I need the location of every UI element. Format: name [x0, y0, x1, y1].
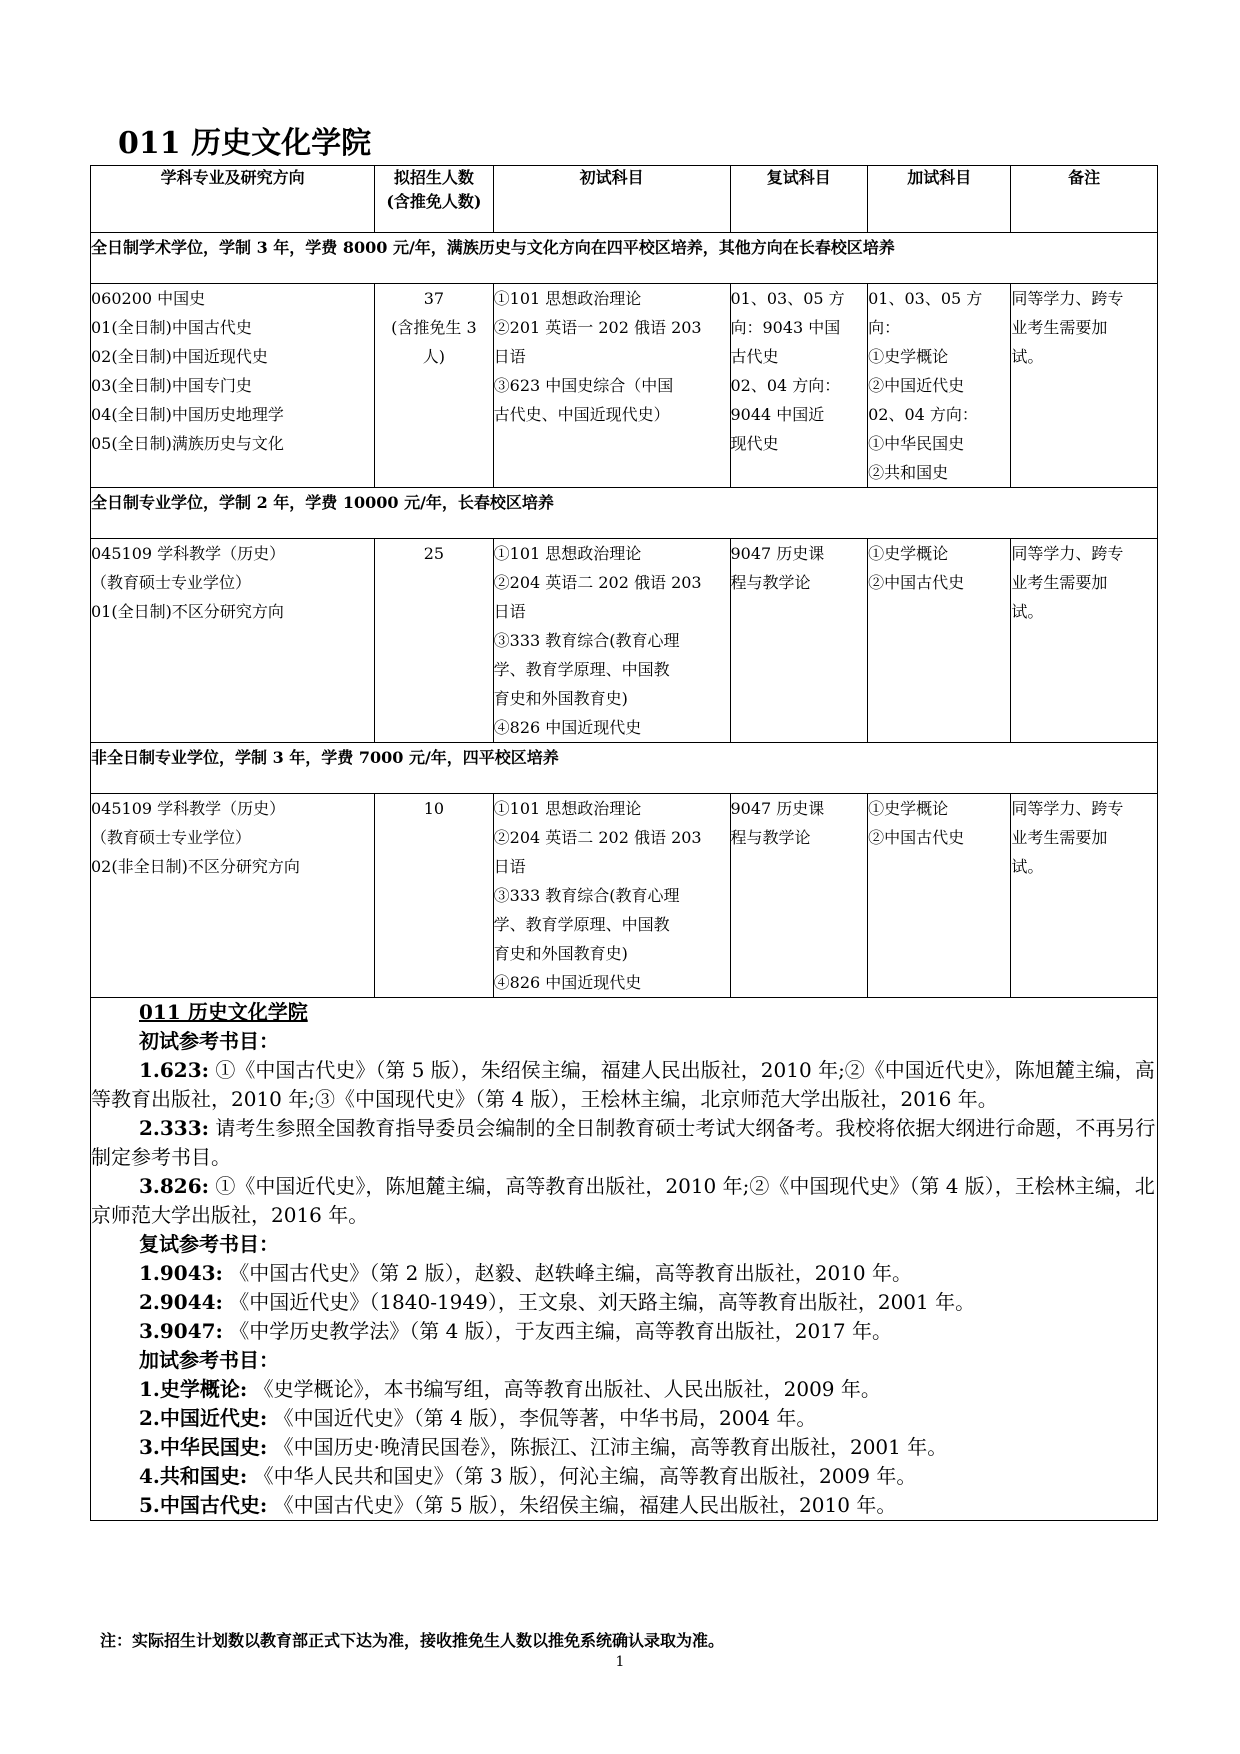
- col-header-extra: 加试科目: [868, 166, 1011, 233]
- major-cell-line: 03(全日制)中国专门史: [91, 376, 252, 395]
- reference-text: 《中国近代史》（第 4 版），李侃等著，中华书局，2004 年。: [267, 1406, 817, 1430]
- col-header-retest: 复试科目: [730, 166, 868, 233]
- major-cell-line: 02(全日制)中国近现代史: [91, 347, 268, 366]
- count-cell-line: 37: [423, 289, 445, 308]
- retest-cell: [730, 794, 868, 998]
- major-cell-line: 045109 学科教学（历史）: [91, 544, 286, 563]
- major-cell-line: 05(全日制)满族历史与文化: [91, 434, 284, 453]
- references-row: [91, 998, 1158, 1521]
- major-cell-line: 01(全日制)中国古代史: [91, 318, 252, 337]
- refs-initial-list: [91, 1056, 1157, 1230]
- reference-label: 5.中国古代史:: [139, 1493, 268, 1517]
- col-header-count: [375, 166, 493, 233]
- program-row: [91, 284, 1158, 488]
- exam-cell-line: ②204 英语二 202 俄语 203: [493, 573, 702, 592]
- major-cell-line: （教育硕士专业学位）: [91, 573, 252, 592]
- reference-label: 2.中国近代史:: [139, 1406, 268, 1430]
- reference-text: 《中国近代史》（1840-1949），王文泉、刘天路主编，高等教育出版社，2001 年。: [222, 1290, 976, 1314]
- refs-retest-list: [91, 1259, 1157, 1346]
- remark-cell-line: 同等学力、跨专: [1011, 289, 1124, 308]
- refs-title: 011 历史文化学院: [139, 1000, 308, 1024]
- refs-extra-heading: 加试参考书目：: [139, 1348, 279, 1372]
- remark-cell-line: 业考生需要加: [1011, 573, 1108, 592]
- exam-cell-line: ④826 中国近现代史: [493, 718, 642, 737]
- reference-text: ①《中国近代史》，陈旭麓主编，高等教育出版社，2010 年;②《中国现代史》（第 4 版），王桧林主编，北京师范大学出版社，2016 年。: [91, 1174, 1155, 1227]
- reference-text: 请考生参照全国教育指导委员会编制的全日制教育硕士考试大纲备考。我校将依据大纲进行命题，不再另行制定参考书目。: [91, 1116, 1156, 1169]
- extra-cell-line: ②中国近代史: [868, 376, 965, 395]
- extra-cell-line: ②中国古代史: [868, 573, 965, 592]
- remark-cell-line: 试。: [1011, 347, 1044, 366]
- references-cell: [91, 998, 1158, 1521]
- reference-text: 《中国历史·晚清民国卷》，陈振江、江沛主编，高等教育出版社，2001 年。: [267, 1435, 948, 1459]
- extra-cell-line: 01、03、05 方: [868, 289, 983, 308]
- reference-label: 3.826:: [139, 1174, 210, 1198]
- extra-cell-line: ②共和国史: [868, 463, 949, 482]
- remark-cell-line: 试。: [1011, 602, 1044, 621]
- col-header-remark: 备注: [1011, 166, 1158, 233]
- program-row: [91, 539, 1158, 743]
- retest-cell-line: 9047 历史课: [730, 799, 825, 818]
- retest-cell-line: 01、03、05 方: [730, 289, 845, 308]
- reference-label: 3.9047:: [139, 1319, 223, 1343]
- retest-cell-line: 程与教学论: [730, 828, 811, 847]
- refs-retest-heading: 复试参考书目：: [139, 1232, 279, 1256]
- col-header-exam: 初试科目: [493, 166, 730, 233]
- refs-initial-heading: 初试参考书目：: [139, 1029, 279, 1053]
- exam-cell-line: ①101 思想政治理论: [493, 289, 642, 308]
- remark-cell-line: 试。: [1011, 857, 1044, 876]
- major-cell-line: 060200 中国史: [91, 289, 206, 308]
- reference-item: [91, 1056, 1157, 1114]
- section-heading-row: [91, 743, 1158, 794]
- retest-cell-line: 程与教学论: [730, 573, 811, 592]
- remark-cell-line: 同等学力、跨专: [1011, 544, 1124, 563]
- reference-item: [91, 1317, 1157, 1346]
- exam-cell: [493, 794, 730, 998]
- extra-cell: [868, 539, 1011, 743]
- reference-label: 1.9043:: [139, 1261, 223, 1285]
- exam-cell-line: ①101 思想政治理论: [493, 799, 642, 818]
- footnote: 注：实际招生计划数以教育部正式下达为准，接收推免生人数以推免系统确认录取为准。: [100, 1631, 725, 1650]
- exam-cell-line: ③623 中国史综合（中国: [493, 376, 674, 395]
- retest-cell-line: 向：9043 中国: [730, 318, 841, 337]
- extra-cell-line: ①史学概论: [868, 799, 949, 818]
- retest-cell-line: 9044 中国近: [730, 405, 825, 424]
- exam-cell-line: 日语: [493, 857, 526, 876]
- exam-cell-line: 育史和外国教育史): [493, 689, 628, 708]
- section-heading-row: [91, 233, 1158, 284]
- major-cell-line: 045109 学科教学（历史）: [91, 799, 286, 818]
- reference-label: 4.共和国史:: [139, 1464, 248, 1488]
- remark-cell-line: 业考生需要加: [1011, 318, 1108, 337]
- exam-cell: [493, 539, 730, 743]
- page-number: 1: [615, 1654, 625, 1670]
- reference-item: [91, 1433, 1157, 1462]
- remark-cell: [1011, 284, 1158, 488]
- reference-label: 2.333:: [139, 1116, 210, 1140]
- remark-cell: [1011, 794, 1158, 998]
- retest-cell-line: 02、04 方向：: [730, 376, 841, 395]
- reference-text: 《中华人民共和国史》（第 3 版），何沁主编，高等教育出版社，2009 年。: [247, 1464, 917, 1488]
- reference-label: 2.9044:: [139, 1290, 223, 1314]
- exam-cell-line: ①101 思想政治理论: [493, 544, 642, 563]
- extra-cell-line: ①史学概论: [868, 544, 949, 563]
- reference-item: [91, 1114, 1157, 1172]
- extra-cell: [868, 284, 1011, 488]
- program-row: [91, 794, 1158, 998]
- extra-cell-line: 向：: [868, 318, 901, 337]
- exam-cell-line: 日语: [493, 602, 526, 621]
- reference-text: 《中国古代史》（第 5 版），朱绍侯主编，福建人民出版社，2010 年。: [267, 1493, 897, 1517]
- reference-label: 3.中华民国史:: [139, 1435, 268, 1459]
- remark-cell: [1011, 539, 1158, 743]
- reference-text: 《史学概论》，本书编写组，高等教育出版社、人民出版社，2009 年。: [247, 1377, 881, 1401]
- reference-item: [91, 1491, 1157, 1520]
- refs-extra-list: [91, 1375, 1157, 1520]
- count-cell: [375, 794, 493, 998]
- retest-cell-line: 古代史: [730, 347, 779, 366]
- exam-cell-line: ④826 中国近现代史: [493, 973, 642, 992]
- exam-cell-line: 日语: [493, 347, 526, 366]
- exam-cell-line: 学、教育学原理、中国教: [493, 660, 670, 679]
- retest-cell: [730, 284, 868, 488]
- reference-item: [91, 1172, 1157, 1230]
- reference-label: 1.623:: [139, 1058, 210, 1082]
- extra-cell: [868, 794, 1011, 998]
- section-heading: 全日制学术学位，学制 3 年，学费 8000 元/年，满族历史与文化方向在四平校区培养，其他方向在长春校区培养: [91, 233, 1158, 284]
- major-cell-line: 04(全日制)中国历史地理学: [91, 405, 284, 424]
- admissions-table: [90, 165, 1158, 1521]
- section-heading-row: [91, 488, 1158, 539]
- exam-cell-line: ②201 英语一 202 俄语 203: [493, 318, 702, 337]
- extra-cell-line: ②中国古代史: [868, 828, 965, 847]
- retest-cell-line: 现代史: [730, 434, 779, 453]
- exam-cell: [493, 284, 730, 488]
- retest-cell-line: 9047 历史课: [730, 544, 825, 563]
- section-heading: 全日制专业学位，学制 2 年，学费 10000 元/年，长春校区培养: [91, 488, 1158, 539]
- exam-cell-line: ②204 英语二 202 俄语 203: [493, 828, 702, 847]
- remark-cell-line: 业考生需要加: [1011, 828, 1108, 847]
- col-header-major: 学科专业及研究方向: [91, 166, 375, 233]
- count-cell: [375, 284, 493, 488]
- extra-cell-line: ①中华民国史: [868, 434, 965, 453]
- reference-text: 《中学历史教学法》（第 4 版），于友西主编，高等教育出版社，2017 年。: [222, 1319, 892, 1343]
- major-cell-line: 02(非全日制)不区分研究方向: [91, 857, 300, 876]
- header-row: [91, 166, 1158, 233]
- major-cell-line: （教育硕士专业学位）: [91, 828, 252, 847]
- count-cell-line: 25: [423, 544, 445, 563]
- major-cell: [91, 539, 375, 743]
- major-cell: [91, 284, 375, 488]
- major-cell: [91, 794, 375, 998]
- extra-cell-line: 02、04 方向：: [868, 405, 978, 424]
- exam-cell-line: 育史和外国教育史): [493, 944, 628, 963]
- exam-cell-line: 学、教育学原理、中国教: [493, 915, 670, 934]
- reference-label: 1.史学概论:: [139, 1377, 248, 1401]
- reference-item: [91, 1375, 1157, 1404]
- reference-text: 《中国古代史》（第 2 版），赵毅、赵轶峰主编，高等教育出版社，2010 年。: [222, 1261, 912, 1285]
- reference-item: [91, 1288, 1157, 1317]
- count-cell-line: 10: [423, 799, 445, 818]
- major-cell-line: 01(全日制)不区分研究方向: [91, 602, 284, 621]
- exam-cell-line: 古代史、中国近现代史）: [493, 405, 670, 424]
- col-header-count-line1: 拟招生人数: [393, 168, 474, 187]
- section-heading: 非全日制专业学位，学制 3 年，学费 7000 元/年，四平校区培养: [91, 743, 1158, 794]
- col-header-count-line2: (含推免人数): [386, 192, 482, 211]
- reference-item: [91, 1462, 1157, 1491]
- reference-text: ①《中国古代史》（第 5 版），朱绍侯主编，福建人民出版社，2010 年;②《中国近代史》，陈旭麓主编，高等教育出版社，2010 年;③《中国现代史》（第 4 版），王桧林主编，北京师范大学出版社，2016 年。: [91, 1058, 1155, 1111]
- page-title: 011 历史文化学院: [118, 126, 372, 161]
- count-cell-line: 人): [422, 347, 446, 366]
- count-cell: [375, 539, 493, 743]
- exam-cell-line: ③333 教育综合(教育心理: [493, 886, 680, 905]
- remark-cell-line: 同等学力、跨专: [1011, 799, 1124, 818]
- count-cell-line: (含推免生 3: [391, 318, 477, 337]
- exam-cell-line: ③333 教育综合(教育心理: [493, 631, 680, 650]
- reference-item: [91, 1404, 1157, 1433]
- reference-item: [91, 1259, 1157, 1288]
- extra-cell-line: ①史学概论: [868, 347, 949, 366]
- retest-cell: [730, 539, 868, 743]
